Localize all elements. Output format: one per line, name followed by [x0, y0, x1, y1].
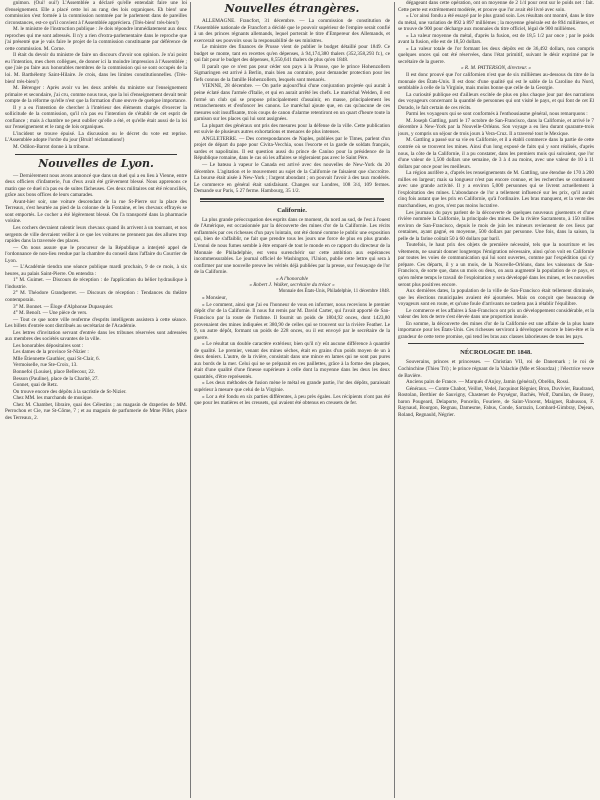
- paragraph: 2° M. Théodore Grandperret. — Discours de réception : Tendances du théâtre contemporain.: [5, 290, 187, 303]
- california-article-continued: [398, 0, 594, 340]
- paragraph: M. Bérenger : Après avoir vu les deux arrêtés du ministre sur l'enseignement primaire et secondaire, j'ai cru, comme nous tous, que la loi d'enseignement devait tenir compte de la réforme qu'elle n'est que la formation d'une œuvre de quelque importance.: [5, 85, 187, 105]
- paragraph: Avant-hier soir, une voiture descendant de la rue St-Pierre sur la place des Terreaux, s'est heurtée au pied de la colonne de la Fontaine, et les chevaux effrayés se sont emportés. Le cocher a été légèrement blessé. On l'a transporté dans la pharmacie voisine.: [5, 198, 187, 225]
- paragraph: Parmi les voyageurs qui se sont conformés à l'enthousiasme général, nous remarquons :: [406, 111, 588, 118]
- paragraph: Chez MM. les marchands de musique.: [13, 395, 93, 402]
- paragraph: « Le résultat un double caractère extérieur, bien qu'il n'y eût aucune différence à quantité de qualité. Le premier, venant des mines sèches, était en grains d'un poids moyen de un à deux deniers. L'autre, de la rivière, consistait dans une mince en lames qui ne sont pas pures aux bords de la mer. Celui qui ne se préparait en ces paillettes, grâce à la forme des plaques, était d'une qualité d'une finesse supérieure à celle dont la moyenne dans les deux les deux quantités, d'être représentés.: [194, 341, 390, 380]
- paragraph: L'incident se trouve épuisé. La discussion ou le décret du vote est reprise. L'Assemblée adopte l'ordre du jour (Bruit! réclamations!): [5, 130, 187, 144]
- letter-salutation: « A l'honorable: [275, 275, 309, 282]
- necrology: [398, 359, 594, 418]
- paragraph: Les journaux du pays parlent de la découverte de quelques nouveaux gisements et d'une rivière nommée la Californie, la principale des mines. De la rivière Sacramento, à 150 milles environ de San-Francisco, depuis le mois de juin les mineurs reviennent de ces lieux par centaines, ayant gagné, en moyenne, 500 dollars par personne. Une fois, dans la saison, la pelle de la farine coûtait 50 à 60 dollars par baril.: [398, 209, 594, 242]
- section-title-lyon: Nouvelles de Lyon.: [38, 156, 154, 170]
- paragraph: La plupart des généraux ont pris des mesures pour la défense de la ville. Cette publication est suivie de plusieurs autres exhortations et menaces de plus intenses.: [194, 122, 390, 136]
- paragraph: « Les deux méthodes de fusion mène le métal en grande partie, l'or des dépôts, paraissait supérieur à mesure que celui de la Virginie.: [194, 380, 390, 393]
- paragraph: ANGLETERRE. — Des correspondances de Naples, publiées par le Times, parlent d'un projet de départ du pape pour Civita-Vecchia, sous l'escorte et la garde de soldats français, sardes et napolitains. Il est question aussi du prince de Canino pour la présidence de la République romaine, dans le cas où les affaires se régleraient pas avec le Saint Père.: [194, 135, 390, 162]
- paragraph: Généraux. — Comte Chabot, Veillot, Vedel, Jacquinot Régnier, Bron, Duvivier, Baudrand, Rostolan, Berthier de Sauvigny, Chastenet de Puységur, Bachès, Wolf, Damilan, de Busey, baron Pougeard, Delaporte, Poncelin, Fouriere, de Saint-Vincent, Maignet, Rabusson, F. Raynaud, Bourgon, Regnau, Damesme, Fabus, Conde, Sarrazin, Lombard-Gimbray, Dejean, Roland, Regnauld, Négrier.: [398, 385, 594, 418]
- paragraph: — L'Académie tiendra une séance publique mardi prochain, 9 de ce mois, à six heures, au palais Saint-Pierre. On entendra :: [5, 264, 187, 277]
- paragraph: La curiosité publique est d'ailleurs excitée de plus en plus chaque jour par des narrations des voyageurs concernant la quantité de personnes qui ont visité le pays, et qui font de cet El Dorado, le fait certain de ces récits.: [398, 91, 594, 111]
- paragraph: Les honorables dépositaires sont :: [13, 342, 84, 349]
- paragraph: M. Joseph Gattling, parti le 17 octobre de San-Francisco, dans la Californie, et arrivé le 7 décembre à New-York par la Nouvelle-Orléans. Son voyage a eu lieu durant quarante-trois jours, y compris un séjour de trois jours à Vera-Cruz. Il a traversé tout le Mexique.: [398, 117, 594, 137]
- letter-signature: « R. M. PATTERSON, directeur. »: [461, 65, 531, 72]
- paragraph: La plus grande préoccupation des esprits dans ce moment, du nord au sud, de l'est à l'ouest de l'Amérique, est occasionnée par la découverte des mines d'or de la Californie. Les récits enflammés par ces richesses d'un pays lointain, ont été donné comme le public une exposition qui, bien de s'affaiblir, ne fait que prendre tous les jours une force de plus en plus grande. L'ennui de nous fumes semble à être emparé de tout le monde en ce rapport du directeur de la Monnaie de Philadelphie, est venu surenchérir sur cette ambition aux espérances incommensurables. Le journal officiel de Washington, l'Union, publie cette lettre qui sera à confirmer par une nouvelle preuve les vérités déjà publiées par la presse, sur l'essayage de l'or de la Californie.: [194, 216, 390, 276]
- paragraph: VIENNE, 28 décembre. — On parle aujourd'hui d'une conjuration projetée qui aurait à peine éclaté dans l'armée d'Italie, et qui en aurait arrêté les chefs. Le maréchal Welden, il est formé un club qui se propose principalement d'assainir, en masse, principalement les retranchements et d'enfoncer les canons. Le maréchal ajoute que, en cas qu'aucune de ces mesures soit insuffisante, trois coups de canon d'alarme retentiront en un quart d'heure toute la garnison sur les places qui lui sont assignées.: [194, 83, 390, 123]
- paragraph: M. Gattling a passé sur sa vie en Californie, et il a établi commerce dans la partie de cette contrée où se trouvent les mines. Ainsi d'un long exposé de faits qui y sont réalisés, d'après nous, la côte de la Californie, il a pu constater, dans les premiers mois qui suivaient, que l'or d'une valeur de 1,500 dollars une semaine, de 3 à 4 au moins, avec une valeur de 10 à 11 dollars par once pour les meilleurs.: [398, 137, 594, 170]
- paragraph: Aux dernières dates, la population de la ville de San-Francisco était tellement diminuée, que les élections municipales avaient été ajournées. Mais on conçoit que beaucoup de voyageurs sont en route, et qu'une foule d'arrivants ne tardera pas à rétablir l'équilibre.: [398, 288, 594, 308]
- paragraph: 1° M. Guimet. — Discours de réception : de l'application du bélier hydraulique à l'industrie.: [5, 277, 187, 290]
- paragraph: — Dernièrement nous avons annoncé que dans un duel qui a eu lieu à Vienne, entre deux officiers d'infanterie, l'un d'eux avait été grièvement blessé. Nous apprenons ce matin que ce duel n'a pas eu de suites fâcheuses. Ces deux militaires ont été réconciliés, grâce aux bons offices de leurs camarades.: [5, 172, 187, 199]
- paragraph: En somme, la découverte des mines d'or de la Californie est une affaire de la plus haute importance pour les États-Unis. Ces richesses serviront à développer encore le bien-être et la grandeur de cette terre promise, qui tend les bras aux classes laborieuses de tous les pays.: [398, 320, 594, 340]
- section-title-necrology: NÉCROLOGIE DE 1848.: [460, 349, 532, 357]
- paragraph: gnimon. (Oui! oui!) L'Assemblée a déclaré qu'elle entendait faire une loi d'enseignement. Elle a placé cette loi au rang des lois organiques. Eh bien! une commission s'est formée à la commission nommée par le parlement dans de pareilles circonstances, est-ce qu'il convient à l'Assemblée appréciera. (Très-bien! très-bien!): [5, 0, 187, 26]
- paragraph: Il y a eu l'intention de chercher à l'intérieur des éléments chargés d'exercer la sollicitude de la commission, qu'il n'a pas eu l'intention de s'établir de cet esprit de confiance ; mais à chambre ne peut oublier qu'elle a été, et qu'elle était aussi de la loi sur l'enseignement et le rang de lois organiques.: [5, 104, 187, 131]
- paragraph: 4° M. Benoît. — Une pièce de vers.: [13, 310, 88, 317]
- paragraph: dégageant dans cette opération, ont on moyenne de 2 1/4 pour cent sur le poids net : fait. Cette perte est extrêmement modérée, et prouve que l'or avait été livré avec soin.: [398, 0, 594, 13]
- column-divider: [394, 2, 395, 798]
- paragraph: « La valeur totale de l'or formant les deux dépôts est de 36,492 dollars, non compris quelques onces qui ont été réservées, dans l'état primitif, suivant le désir exprimé par le secrétaire de la guerre.: [398, 45, 594, 65]
- paragraph: Mlle Étiennette Gauthier, quai St-Clair, 6.: [13, 355, 100, 362]
- paragraph: Il est donc prouvé que l'or californien n'est que de six millièmes au-dessous du titre de la monnaie des États-Unis. Il est donc d'une qualité qui est le sable de la Caroline du Nord, semblable à celle de la Virginie, mais moins bonne que celle de la Georgie.: [398, 72, 594, 92]
- subsection-title-california: Californie.: [277, 206, 307, 214]
- paragraph: « Lor a été fondu en six parties différentes, à peu près égales. Les récipients n'ont pas été que pour les matières et les creusets, qui avaient été obtenus en creusets de fer.: [194, 393, 390, 407]
- paragraph: La région aurifère a, d'après les renseignements de M. Gattling, une étendue de 170 à 200 milles en largeur; mais sa longueur n'est pas encore connue, et les recherches se continuent avec une grande activité. Il y a environ 5,000 personnes qui se livrent actuellement à l'exploitation des mines. L'abondance de l'or a tellement influencé sur les prix, qu'il aurait cinq fois autant que les prix en Californie, qu'à l'ordinaire. Les bras manquent, et la vente des marchandises, en gros, n'est pas moins lucrative.: [398, 170, 594, 209]
- paragraph: 3° M. Bonnet. — Éloge d'Alphonse Dupasquier.: [13, 303, 114, 310]
- paragraph: Il était du devoir du ministre de faire un discours d'avoir son opinion. Je n'ai point eu l'intention, mes chers collègues, de donner ici la moindre impression à l'Assemblée ; que j'aie pu faire aux honorables membres de la commission qui se sont occupés de la loi. M. Barthélemy Saint-Hilaire. Je crois, dans les limites constitutionnelles. (Très-bien! très-bien!): [5, 52, 187, 85]
- paragraph: Vermoiselle, rue Ste-Croix, 13.: [13, 362, 78, 369]
- paragraph: Il paraît que ce n'est pas pour céder son pays à la Prusse, que le prince Hohenzollern Sigmaringen est arrivé à Berlin, mais bien au contraire, pour demander protection pour les fiefs connus de la famille Hohenzollern, lesquels sont menacés.: [194, 63, 390, 83]
- column-middle: [194, 0, 390, 800]
- paragraph: Bonnefoi (Louise), place Bellecour, 22.: [13, 368, 96, 375]
- foreign-news: [194, 18, 390, 195]
- section-separator: [408, 343, 584, 344]
- paragraph: Chez M. Chambet, libraire, quai des Célestins ; au magasin de draperies de MM. Perrochon et Cie, rue St-Côme, 7 ; et au magasin de parfumerie de Mme Pillet, place des Terreaux, 2.: [5, 401, 187, 421]
- column-right: [398, 0, 594, 800]
- paragraph: Les dames de la province St-Nizier :: [13, 349, 89, 356]
- letter-origin: Monnaie des États-Unis, Philadelphie, 11 décembre 1848.: [278, 288, 390, 294]
- column-left: [5, 0, 187, 800]
- lyon-news: [5, 173, 187, 422]
- paragraph: ALLEMAGNE. Francfort, 31 décembre. — La commission de constitution de l'Assemblée nationale de Francfort a décidé que le pouvoir supérieur de l'empire serait confié à un des princes régnants allemands, lequel porterait le titre d'Empereur des Allemands, et exercerait ses pouvoirs sous la responsabilité de ses ministres.: [194, 18, 390, 44]
- paragraph: M. Odilon-Barrot donne à la tribune.: [13, 144, 90, 151]
- letter-greeting: « Monsieur,: [202, 295, 227, 302]
- paragraph: Besson (Pauline), place de la Charité, 27.: [13, 375, 99, 382]
- paragraph: On trouve encore des dépôts à la sacristie de St-Nizier.: [13, 388, 127, 395]
- column-divider: [190, 2, 191, 798]
- section-separator: [200, 198, 384, 202]
- paragraph: Le ministre des finances de Prusse vient de publier le budget détaillé pour 1849. Ce budget se monte, tant en recettes qu'en dépenses, à 94,174,380 thalers (352,358,293 fr.), ce qui fait pour le budget des dépenses, 8,550,641 thalers de plus qu'en 1848.: [194, 44, 390, 64]
- paragraph: Les cochers devraient ralentir leurs chevaux quand ils arrivent à un tournant, et nos sergents de ville devraient veiller à ce que les voitures ne prennent pas des allures trop rapides dans la traversée des places.: [5, 224, 187, 245]
- california-article: [194, 217, 390, 407]
- paragraph: — On nous assure que le procureur de la République a interjeté appel de l'ordonnance de non-lieu rendue par la chambre du conseil dans l'affaire du Courrier de Lyon.: [5, 244, 187, 264]
- paragraph: « Le comment, ainsi que j'ai eu l'honneur de vous en informer, nous recevions le premier dépôt d'or de la Californie. Il nous fut remis par M. David Carter, qui l'avait apporté de San-Francisco par la route de l'isthme. Il fournit un poids de 1804,92 onces, dont 1423,80 provenaient des mines indiquées et 380,90 de celles qui se trouvent sur la rivière Feather. Le 9, un autre dépôt, formant un poids de 228 onces, ou il est envoyé par le secrétaire de la guerre.: [194, 301, 390, 341]
- paragraph: « La valeur moyenne du métal, d'après la fusion, est de 18,5 1/2 par once ; par le poids avant la fusion, elle est de 18,50 dollars.: [398, 32, 594, 46]
- paragraph: Les lettres d'invitation servant d'entrée dans les tribunes réservées sont adressées aux membres des sociétés savantes de la ville.: [5, 329, 187, 343]
- paragraph: Gonnet, quai de Retz.: [13, 382, 59, 389]
- paragraph: — Le bateau à vapeur le Canada est arrivé avec des nouvelles de New-York du 20 décembre. L'agitation et le mouvement au sujet de la Californie ne faisaient que s'accroître. La bourse était aisée à New-York ; l'argent abondant ; on pouvait l'avoir à des taux modérés. Le commerce en général était satisfaisant. Changes sur Londres, 108 3/4, 109 fermes. Demande sur Paris, 5 27 ferme. Hambourg, 35 1/2.: [194, 162, 390, 195]
- section-separator: [15, 154, 177, 155]
- paragraph: M. le ministre de l'instruction publique : Je dois répondre immédiatement aux deux reproches qui me sont adressés. Il n'y a rien d'extra-parlementaire dans le reproche que j'ai présenté que je vais faire le projet de la commission constituante par déférence de cette commission. M. Corne.: [5, 26, 187, 52]
- paragraph: Le commerce et les affaires à San-Francisco ont pris un développement considérable, et la valeur des lots de terre s'est élevée dans une proportion inouïe.: [398, 307, 594, 321]
- section-title-foreign-news: Nouvelles étrangères.: [224, 2, 360, 15]
- paragraph: Toutefois, le haut prix des objets de première nécessité, tels que la nourriture et les vêtements, ne saurait donner longtemps l'émigration nécessaire, ainsi qu'on voit en Californie par toutes les voies de communication qui lui sont ouvertes, comme par l'expédition qui s'y prépare. Ces départs, il y a un mois, de la Nouvelle-Orléans, dans les vaisseaux de San-Francisco, de sorte que, dans un mois ou deux, on aura augmenté la population de ce pays, et qu'en même temps le travail de l'exploitation y sera développé dans les mines, et les nouvelles seront plus positives encore.: [398, 242, 594, 288]
- paragraph: Anciens pairs de France. — Marqués d'Anjoy, Jamin (général), Obrélin, Rossi.: [406, 379, 570, 386]
- paragraph: « L'or ainsi fondu a été essayé par le plus grand soin. Les résultats ont montré, dans le titre du métal, une variation de 892 à 897 millièmes ; la moyenne générale est de 894 millièmes, et se trouve de 900 pour décharge aux monnaies du titre officiel, légal de 900 millièmes.: [398, 13, 594, 33]
- letter-recipient: « Robert J. Walker, secrétaire du trésor »: [249, 282, 335, 289]
- parliament-report: [5, 0, 187, 151]
- paragraph: — Tout ce que notre ville renferme d'esprits intelligents assistera à cette séance. Les billets d'entrée sont distribués au secrétariat de l'Académie.: [5, 316, 187, 330]
- paragraph: Souverains, princes et princesses. — Christian VII, roi de Danemark ; le roi de Cochinchine (Thieu Tri) ; le prince régnant de la Valachie (Mle et Slourdza) ; l'électrice veuve de Bavière.: [398, 359, 594, 379]
